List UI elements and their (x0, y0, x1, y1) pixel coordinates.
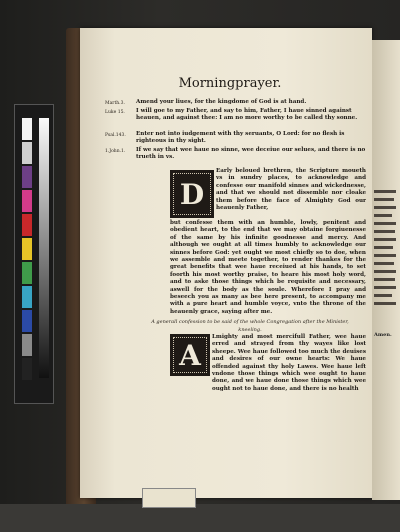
swatch-black (22, 358, 32, 380)
swatch-magenta (22, 190, 32, 212)
right-page-edge (372, 40, 400, 500)
swatch-lightgray (22, 142, 32, 164)
swatch-white (22, 118, 32, 140)
sentence: Amend your liues, for the kingdome of God is at hand. (136, 99, 307, 105)
page-marker-tab (142, 488, 196, 508)
ornamental-initial-a: A (170, 334, 210, 376)
swatch-cyan (22, 286, 32, 308)
exhortation-text: but confesse them with an humble, lowly, penitent and obedient heart, to the end that we may obtaine forgiuenesse of the same by his infinite goodnesse and mercy. And although we ought at all times humbly to acknowledge our sinnes before God: yet ought we most chiefly so to doe, when we assemble and meete together, to render thankes for the great benefits that wee haue receiued at his hands, to set foorth his most worthy praise, to heare his most holy word, and to aske those things which be requisite and necessary, aswell for the body as the soule. Wherefore I pray and beseech you as many as bee here present, to accompany me with a pure heart and humble voyce, vnto the throne of the heauenly grace, saying after me. (170, 220, 366, 315)
margin-ref: Psal.143. (105, 133, 126, 138)
swatch-purple (22, 166, 32, 188)
ornamental-initial-d: D (170, 170, 214, 218)
swatch-yellow (22, 238, 32, 260)
sentence: I will goe to my Father, and say to him, Father, I haue sinned against heauen, and against thee: I am no more worthy to be called thy sonne. (136, 108, 358, 122)
confession-text: Lmighty and most mercifull Father, wee haue erred and strayed from thy wayes like lost sheepe. Wee haue followed too much the deuises and desires of our owne hearts: We haue offended against thy holy Lawes. Wee haue left vndone those things which wee ought to haue done, and we haue done those things which wee ought not to haue done, and there is no health (212, 334, 366, 392)
swatch-green (22, 262, 32, 284)
margin-ref: Marth.3. (105, 101, 125, 106)
sentence: Enter not into iudgement with thy seruants, O Lord: for no flesh is righteous in thy sight. (136, 131, 345, 145)
sentence: If we say that wee haue no sinne, wee deceiue our selues, and there is no trueth in vs. (136, 147, 366, 161)
swatch-red (22, 214, 32, 236)
shelf (0, 504, 400, 532)
swatch-blue (22, 310, 32, 332)
swatch-gray (22, 334, 32, 356)
gray-scale-bar (39, 118, 49, 378)
right-page-catchword: Amen. (374, 332, 392, 338)
margin-ref: Luke 15. (105, 110, 125, 115)
page-title: Morningprayer. (178, 76, 282, 91)
margin-ref: 1.John.1. (105, 149, 126, 154)
rubric: A generall confession to be said of the whole Congregation after the Minister, kneeling. (151, 319, 349, 333)
exhortation-opening: Early beloued brethren, the Scripture moueth vs in sundry places, to acknowledge and confesse our manifold sinnes and wickednesse, and that we should not dissemble nor cloake them before the face of Almighty God our heauenly Father, (216, 168, 366, 212)
